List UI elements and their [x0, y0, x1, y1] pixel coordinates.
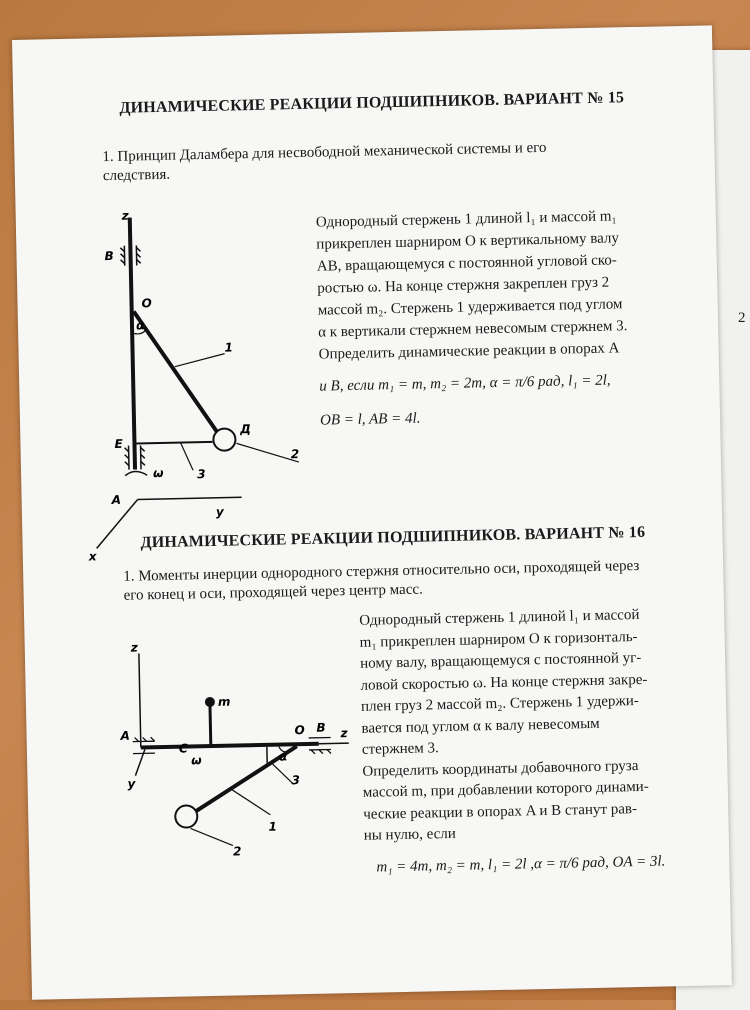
task16-line: ны нулю, если	[364, 819, 709, 848]
label-m: m	[218, 695, 231, 709]
variant16-diagram-svg	[117, 633, 351, 828]
task16-formula: m₁ = 4m, m₂ = m, l₁ = 2l ,α = π/6 рад, OA = 3l.	[376, 850, 709, 878]
label-rod-1: 1	[268, 820, 277, 834]
task15-line: прикреплен шарниром O к вертикальному валу	[316, 226, 676, 256]
label-b: B	[316, 721, 325, 735]
task16-line: Определить координаты добавочного груза	[362, 754, 707, 783]
label-o: O	[141, 296, 151, 310]
leader-3	[180, 442, 193, 470]
task16-line: плен груз 2 массой m₂. Стержень 1 удержи-	[361, 690, 706, 719]
label-rod-3: 3	[291, 773, 300, 787]
leader-2	[236, 442, 298, 463]
label-a: A	[119, 729, 130, 743]
label-omega: ω	[191, 753, 202, 767]
variant15-question: 1. Принцип Даламбера для несвободной механической системы и его следствия.	[102, 138, 603, 186]
label-z-horizontal: z	[339, 726, 348, 740]
load-d	[213, 428, 235, 450]
label-load-2: 2	[291, 447, 300, 461]
label-o: O	[294, 723, 304, 737]
task16-line: вается под углом α к валу невесомым	[361, 711, 706, 740]
task15-line: α к вертикали стержнем невесомым стержнем 3.	[318, 314, 678, 344]
label-rod-3: 3	[197, 467, 206, 481]
leader-1	[175, 354, 225, 367]
label-z: z	[130, 640, 139, 654]
rod-3	[136, 442, 212, 444]
task15-line: ростью ω. На конце стержня закреплен груз 2	[317, 270, 677, 300]
label-omega: ω	[153, 466, 164, 480]
label-alpha: α	[279, 749, 288, 763]
shaft-ab	[130, 218, 135, 470]
label-a: A	[111, 493, 122, 507]
task16-line: ческие реакции в опорах A и B станут рав-	[363, 797, 708, 826]
variant16-task	[359, 604, 710, 879]
variant15-task	[316, 204, 681, 431]
leader-1	[232, 789, 271, 816]
z-axis	[139, 653, 141, 747]
task16-line: ному валу, вращающемуся с постоянной уг-	[360, 647, 705, 676]
label-y: y	[216, 505, 225, 519]
variant16-diagram	[117, 633, 351, 833]
task15-line: массой m₂. Стержень 1 удерживается под углом	[318, 292, 678, 322]
load-2	[175, 805, 197, 827]
label-y: y	[127, 777, 136, 791]
variant15-title: ДИНАМИЧЕСКИЕ РЕАКЦИИ ПОДШИПНИКОВ. ВАРИАНТ № 15	[119, 89, 624, 118]
z-axis-horizontal	[319, 743, 349, 744]
label-load-2: 2	[233, 844, 242, 858]
next-sheet-number: 2	[738, 310, 746, 327]
leader-3	[271, 762, 293, 784]
task15-line: AB, вращающемуся с постоянной угловой ско-	[317, 248, 677, 278]
label-e: E	[114, 437, 123, 451]
mass-m-rod	[210, 706, 211, 746]
task16-line: массой m, при добавлении которого динами-	[363, 776, 708, 805]
variant16-question: 1. Моменты инерции однородного стержня относительно оси, проходящей через его конец и оси, проходящей через центр масс.	[123, 557, 654, 606]
label-d: Д	[239, 422, 251, 436]
task16-line: Однородный стержень 1 длиной l₁ и массой	[359, 604, 704, 633]
omega-arrow	[125, 471, 147, 475]
label-z: z	[121, 209, 130, 223]
label-rod-1: 1	[224, 340, 233, 354]
worksheet-page	[12, 25, 732, 999]
label-b: B	[104, 249, 113, 263]
label-alpha: α	[136, 318, 145, 332]
variant16-title: ДИНАМИЧЕСКИЕ РЕАКЦИИ ПОДШИПНИКОВ. ВАРИАНТ № 16	[140, 524, 645, 553]
y-axis	[138, 497, 242, 499]
task15-line: Однородный стержень 1 длиной l₁ и массой m₁	[316, 204, 676, 234]
variant15-diagram-svg	[76, 204, 302, 519]
task16-line: стержнем 3.	[362, 733, 707, 762]
task15-line: Определить динамические реакции в опорах A	[318, 336, 678, 366]
label-x: x	[88, 549, 98, 563]
label-c: C	[179, 741, 188, 755]
mass-m	[205, 697, 215, 707]
variant15-diagram	[76, 204, 303, 524]
task15-formula-1: и B, если m₁ = m, m₂ = 2m, α = π/6 рад, l₁ = 2l,	[319, 368, 679, 398]
task16-line: m₁ прикреплен шарниром O к горизонталь-	[359, 625, 704, 654]
leader-2	[191, 828, 233, 847]
task16-line: ловой скоростью ω. На конце стержня закре-	[360, 668, 705, 697]
rod-1	[134, 310, 219, 436]
task15-formula-2: OB = l, AB = 4l.	[320, 402, 680, 432]
